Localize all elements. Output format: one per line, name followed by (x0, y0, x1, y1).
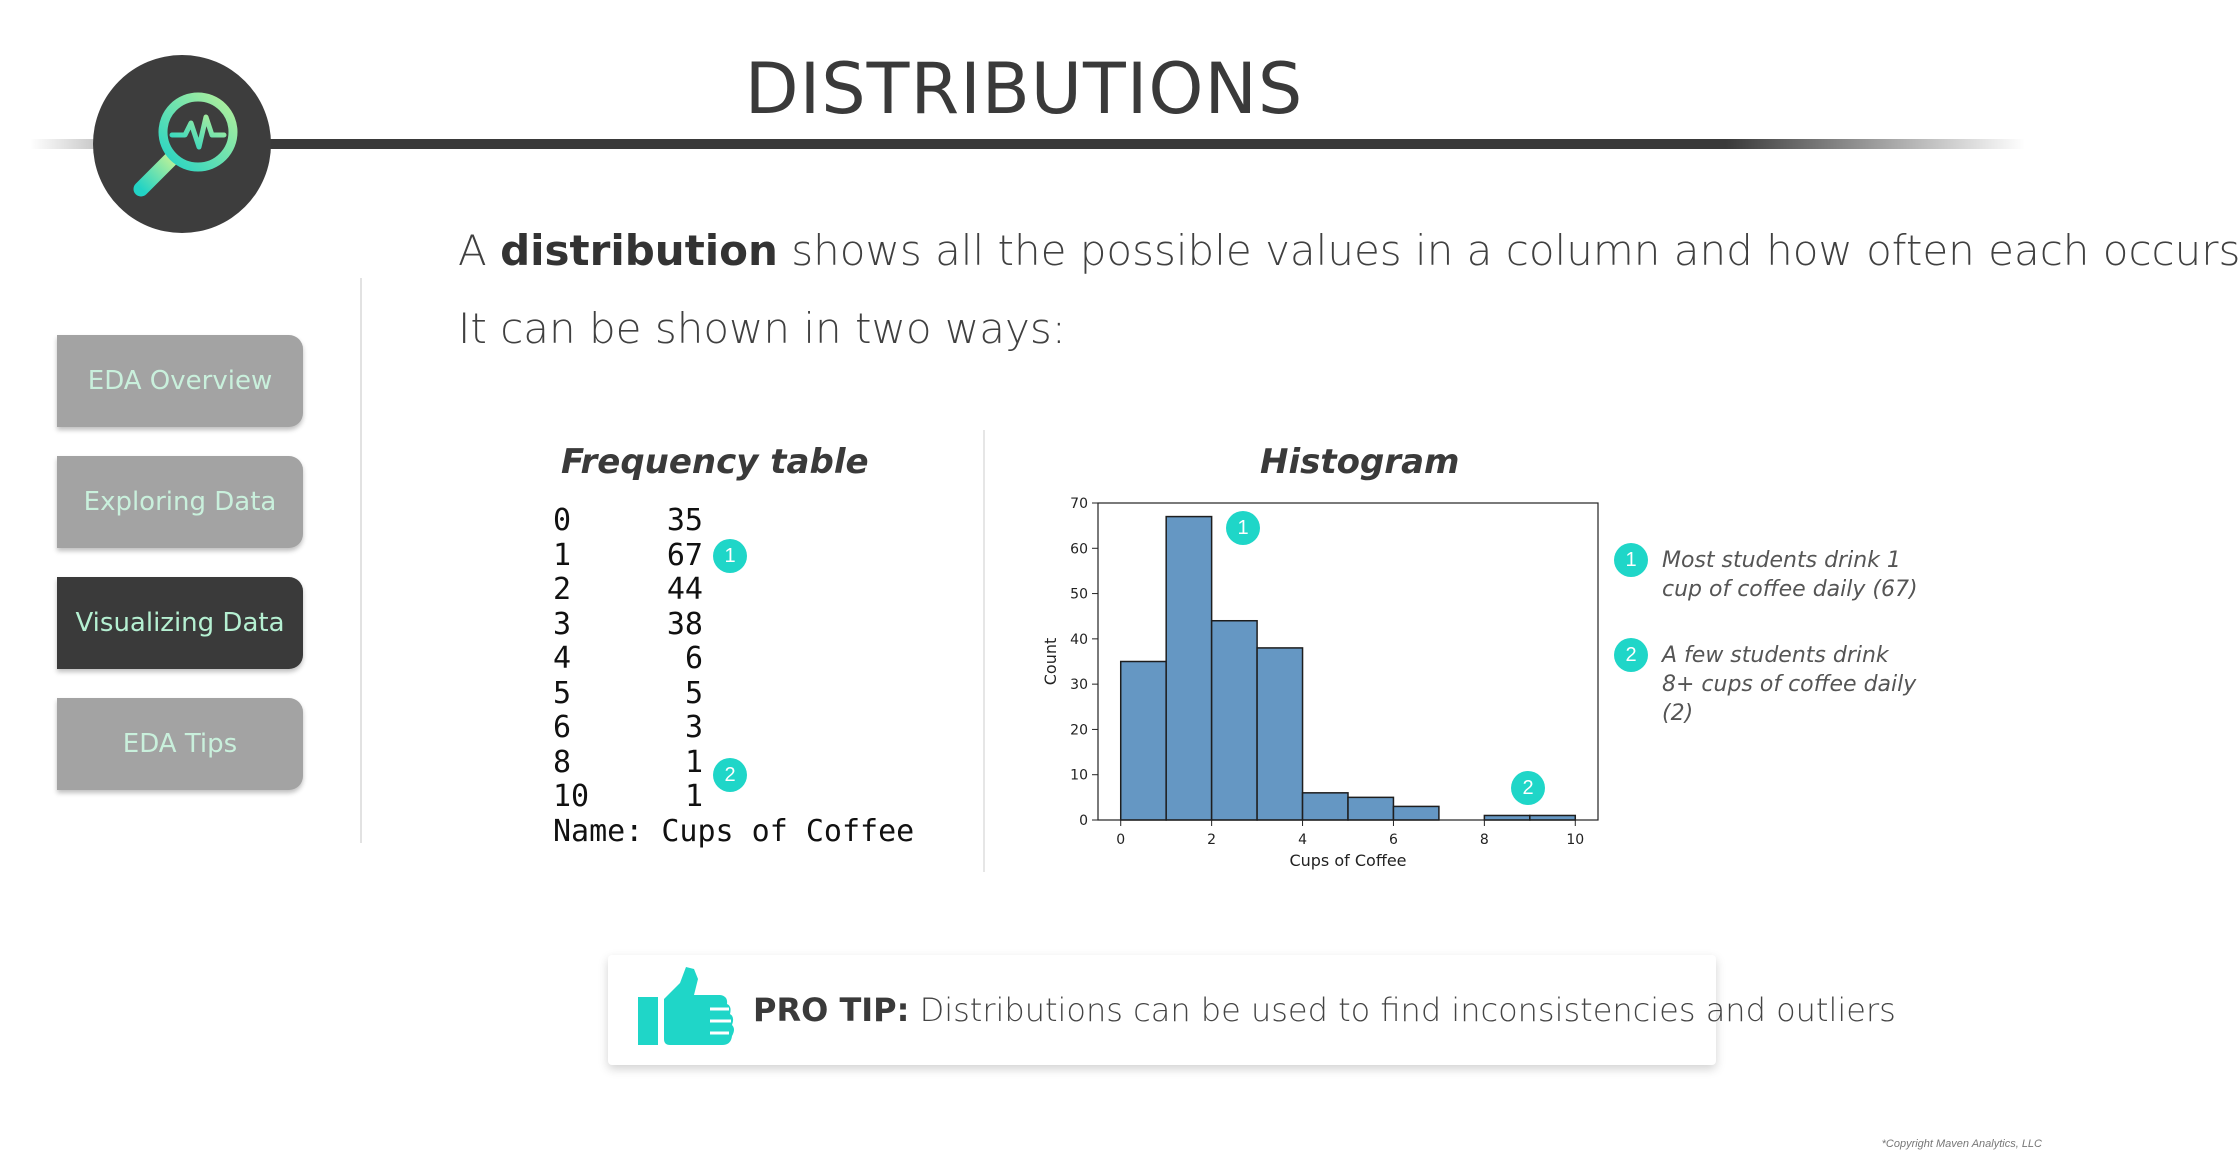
histogram-callout-badge-2: 2 (1511, 771, 1545, 805)
sidebar-divider (360, 278, 362, 843)
table-row: 0 35 (553, 503, 703, 538)
thumbs-up-icon (636, 965, 736, 1055)
table-row: 3 38 (553, 606, 703, 642)
histogram-bar (1348, 797, 1393, 820)
y-tick-label: 0 (1079, 813, 1088, 829)
y-axis-label: Count (1041, 637, 1060, 686)
y-tick-label: 10 (1070, 767, 1088, 784)
y-tick-label: 70 (1070, 496, 1088, 512)
table-row: 2 44 (553, 572, 703, 607)
histogram-bar (1121, 662, 1166, 821)
nav-eda-overview[interactable]: EDA Overview (57, 335, 303, 427)
logo (93, 55, 271, 233)
histogram-bar (1484, 815, 1529, 820)
x-tick-label: 4 (1298, 832, 1308, 848)
note-1: Most students drink 1 cup of coffee daily (67) (1662, 548, 1918, 602)
histogram-bar (1303, 793, 1348, 820)
x-tick-label: 0 (1116, 832, 1126, 848)
nav-eda-tips[interactable]: EDA Tips (57, 698, 303, 790)
x-tick-label: 2 (1207, 832, 1217, 848)
note-badge-1: 1 (1614, 543, 1648, 577)
pro-tip-box (608, 955, 1896, 1065)
intro-line-2: It can be shown in two ways: (458, 304, 1066, 353)
note-2: A few students drink 8+ cups of coffee daily (2) (1662, 643, 1917, 726)
y-tick-label: 60 (1070, 541, 1088, 558)
y-tick-label: 40 (1070, 631, 1088, 648)
y-tick-label: 50 (1070, 586, 1088, 603)
pro-tip-body: Distributions can be used to find inconsistencies and outliers (909, 991, 1896, 1029)
nav-visualizing-data[interactable]: Visualizing Data (57, 577, 303, 669)
histogram-bar (1257, 648, 1302, 820)
y-tick-label: 20 (1070, 722, 1088, 739)
histogram-bar (1530, 815, 1575, 820)
series-name-line: Name: Cups of Coffee (553, 813, 915, 849)
callout-badge-1: 1 (713, 539, 747, 573)
nav-exploring-data[interactable]: Exploring Data (57, 456, 303, 548)
histogram-bar (1393, 806, 1438, 820)
x-tick-label: 8 (1479, 832, 1489, 848)
note-badge-2: 2 (1614, 638, 1648, 672)
page-title: DISTRIBUTIONS (744, 48, 1304, 130)
histogram-callout-badge-1: 1 (1226, 511, 1260, 545)
y-tick-label: 30 (1070, 677, 1088, 694)
table-row: 8 1 (553, 744, 703, 780)
table-row: 4 6 (553, 641, 703, 676)
intro-line-1: A distribution shows all the possible values in a column and how often each occurs (458, 226, 2240, 275)
distribution-keyword: distribution (500, 226, 778, 275)
title-underline (30, 139, 2025, 149)
table-row: 10 1 (553, 779, 703, 814)
histogram-bar (1166, 517, 1211, 820)
pro-tip-label: PRO TIP: (753, 991, 910, 1029)
frequency-table-title: Frequency table (561, 442, 869, 482)
section-divider (983, 430, 985, 872)
x-axis-label: Cups of Coffee (1289, 851, 1407, 870)
callout-badge-2: 2 (713, 758, 747, 792)
histogram-bar (1212, 621, 1257, 820)
table-row: 5 5 (553, 675, 703, 711)
table-row: 1 67 (553, 537, 703, 573)
table-row: 6 3 (553, 710, 703, 745)
pro-tip-text (753, 991, 1896, 1029)
histogram-title: Histogram (1260, 442, 1460, 482)
x-tick-label: 6 (1388, 832, 1398, 848)
copyright: *Copyright Maven Analytics, LLC (1881, 1138, 2042, 1150)
x-tick-label: 10 (1566, 832, 1585, 848)
magnifier-pulse-icon (93, 55, 271, 233)
histogram-chart (1030, 490, 1610, 880)
